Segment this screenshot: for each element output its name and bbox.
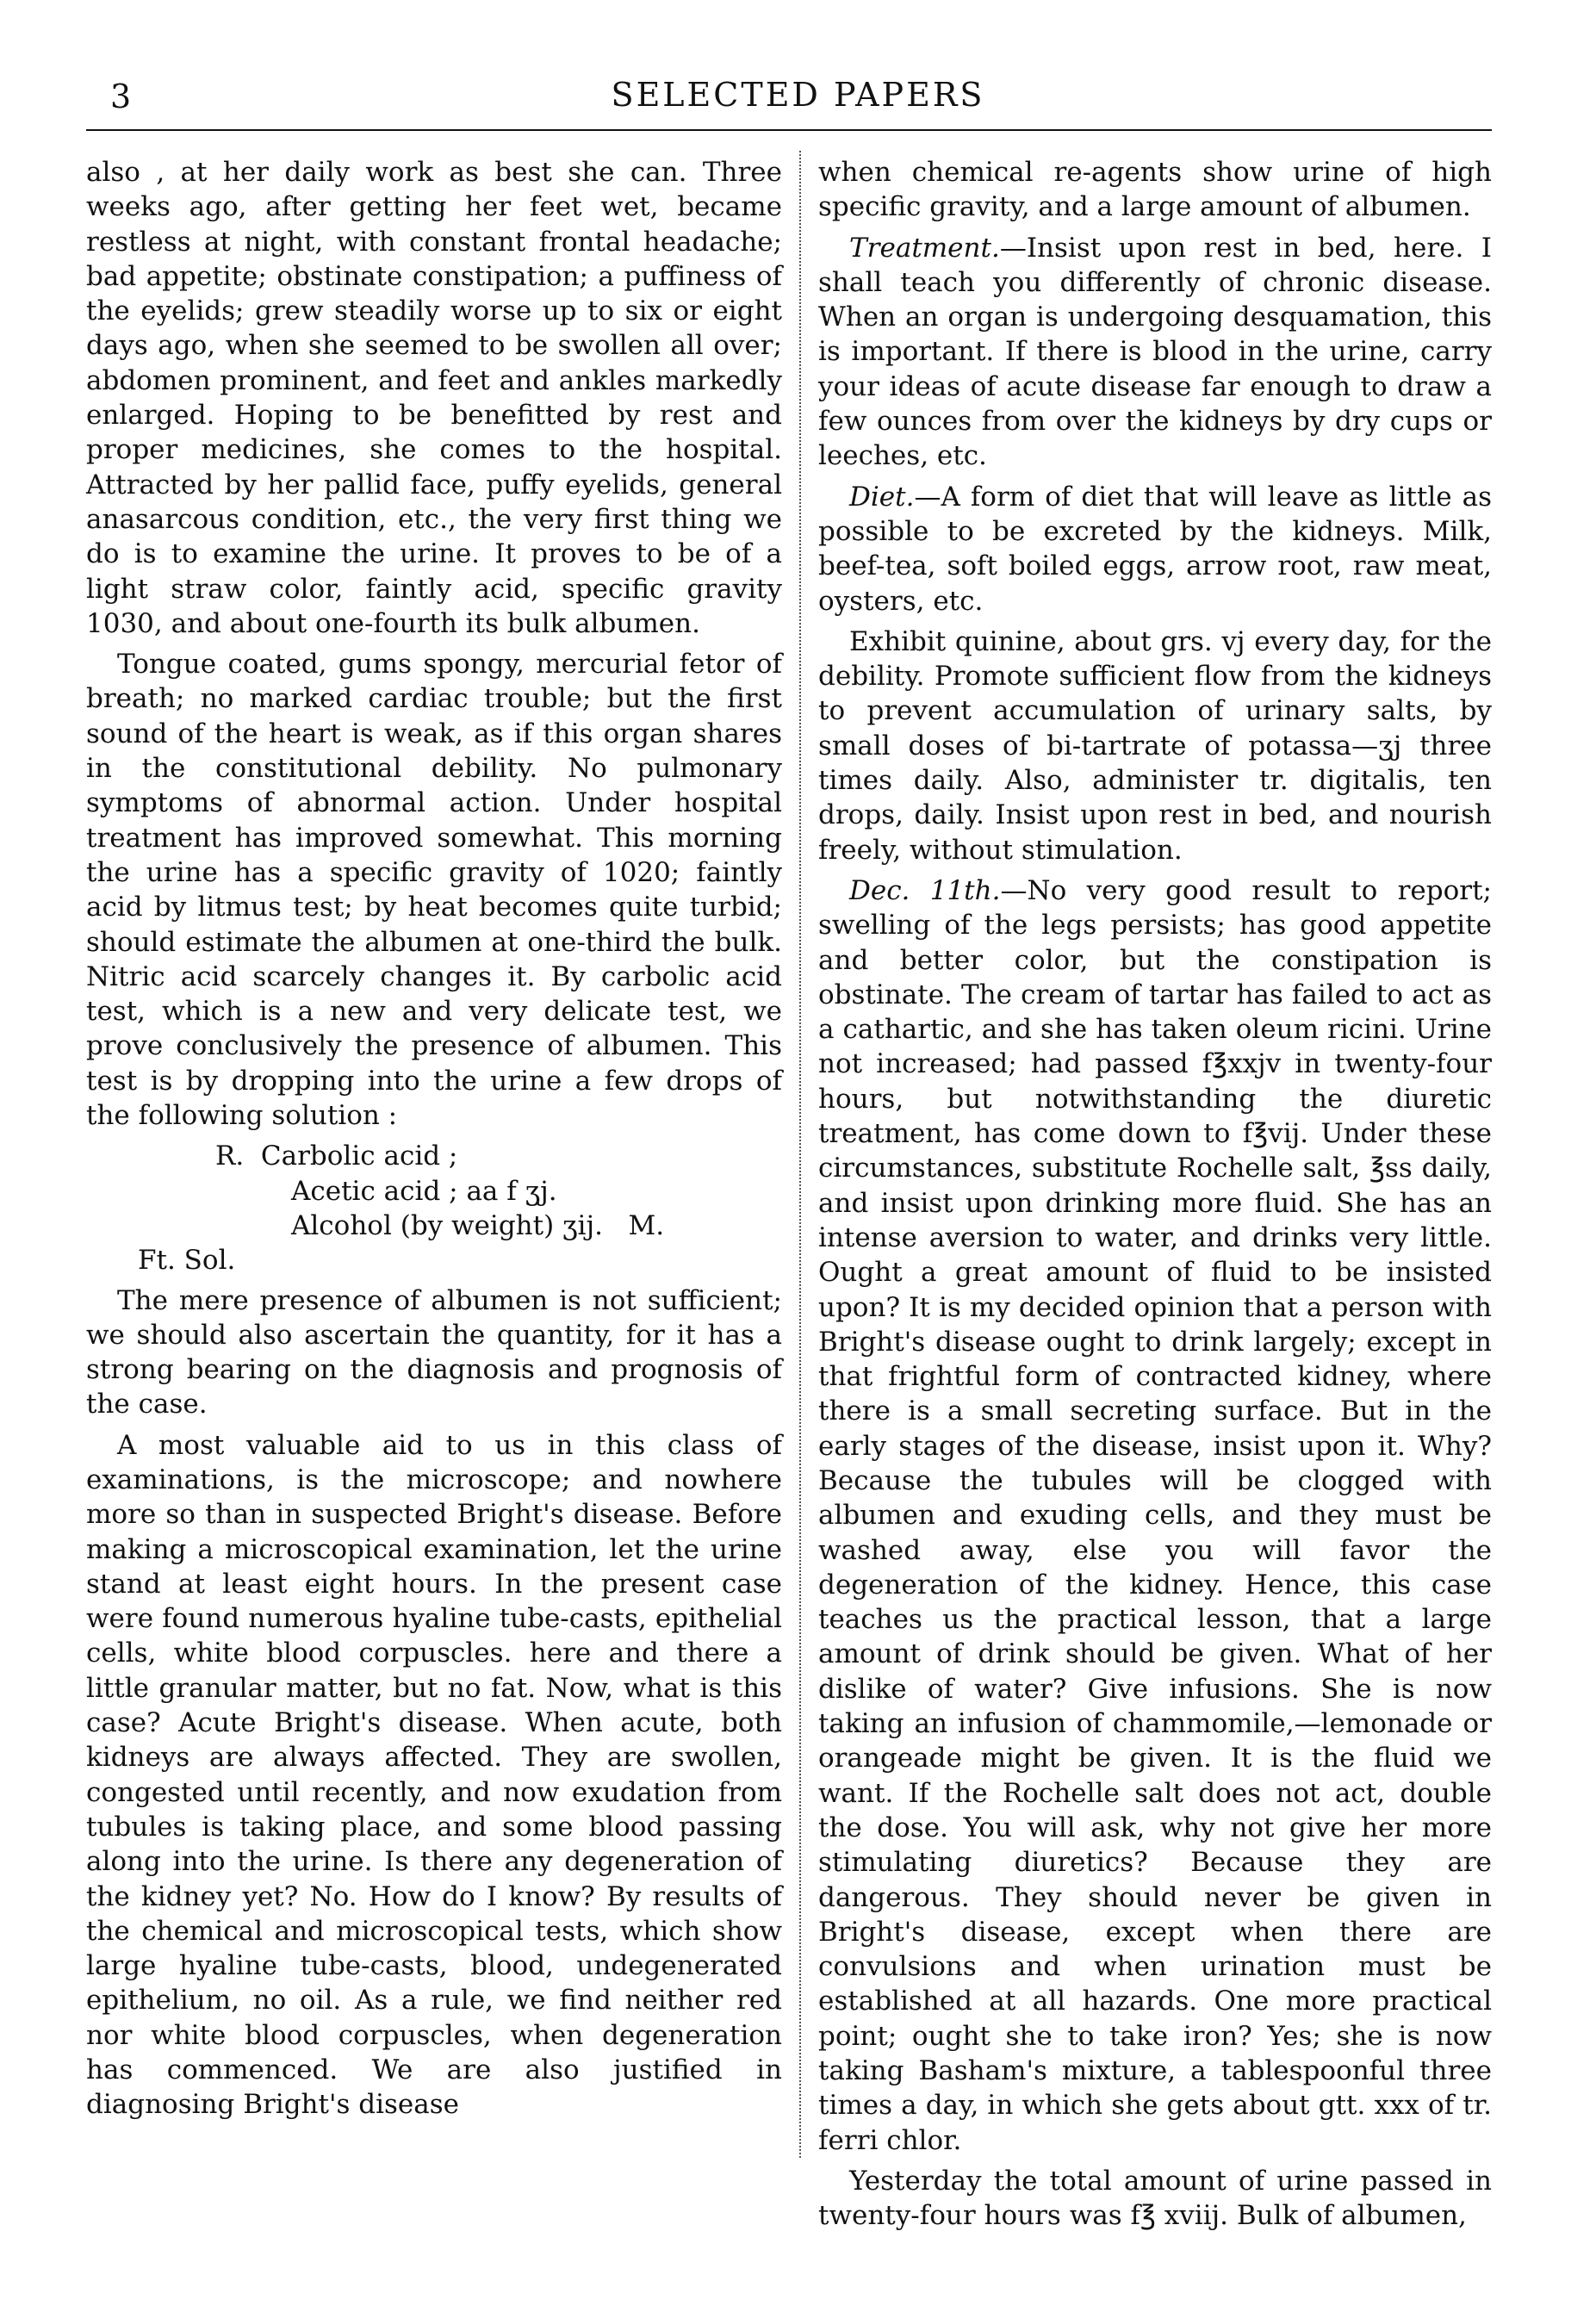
diet-text: —A form of diet that will leave as little as possible to be excreted by the kidneys. Milk, beef-tea, soft boiled eggs, arrow root, raw meat, oysters, etc.	[818, 481, 1492, 617]
right-paragraph-4: Exhibit quinine, about grs. vj every day, for the debility. Promote sufficient flow from the kidneys to prevent accumulation of urinary salts, by small doses of bi-tartrate of potassa—ʒj three times daily. Also, administer tr. digitalis, ten drops, daily. Insist upon rest in bed, and nourish freely, without stimulation.	[818, 625, 1492, 866]
prescription-line-2: Acetic acid ; aa f ʒj.	[291, 1175, 557, 1207]
left-paragraph-1: also , at her daily work as best she can. Three weeks ago, after getting her feet wet, became restless at night, with constant frontal headache; bad appetite; obstinate constipation; a puffiness of the eyelids; grew steadily worse up to six or eight days ago, when she seemed to be swollen all over; abdomen prominent, and feet and ankles markedly enlarged. Hoping to be benefitted by rest and proper medicines, she comes to the hospital. Attracted by her pallid face, puffy eyelids, general anasarcous condition, etc., the very first thing we do is to examine the urine. It proves to be of a light straw color, faintly acid, specific gravity 1030, and about one-fourth its bulk albumen.	[86, 157, 782, 639]
dec-11-heading: Dec. 11th.	[849, 874, 1001, 906]
prescription-line-4: Ft. Sol.	[138, 1245, 236, 1277]
right-paragraph-6: Yesterday the total amount of urine passed in twenty-four hours was f℥ xviij. Bulk of albumen,	[818, 2165, 1492, 2232]
column-divider	[799, 151, 801, 2158]
right-paragraph-1: when chemical re-agents show urine of high specific gravity, and a large amount of albumen.	[818, 157, 1492, 223]
left-paragraph-4: A most valuable aid to us in this class of examinations, is the microscope; and nowhere more so than in suspected Bright's disease. Before making a microscopical examination, let the urine stand at least eight hours. In the present case were found numerous hyaline tube-casts, epithelial cells, white blood corpuscles. here and there a little granular matter, but no fat. Now, what is this case? Acute Bright's disease. When acute, both kidneys are always affected. They are swollen, congested until recently, and now exudation from tubules is taking place, and some blood passing along into the urine. Is there any degeneration of the kidney yet? No. How do I know? By results of the chemical and microscopical tests, which show large hyaline tube-casts, blood, undegenerated epithelium, no oil. As a rule, we find neither red nor white blood corpuscles, when degeneration has commenced. We are also justified in diagnosing Bright's disease	[86, 1429, 782, 2121]
running-head: SELECTED PAPERS	[611, 76, 985, 114]
diet-paragraph	[818, 480, 1492, 618]
treatment-paragraph	[818, 231, 1492, 474]
right-column	[818, 155, 1492, 2240]
treatment-text: —Insist upon rest in bed, here. I shall teach you differently of chronic disease. When an organ is undergoing desquamation, this is important. If there is blood in the urine, carry your ideas of acute disease far enough to draw a few ounces from over the kidneys by dry cups or leeches, etc.	[818, 232, 1492, 472]
header-rule	[86, 129, 1492, 131]
left-paragraph-3: The mere presence of albumen is not sufficient; we should also ascertain the quantity, for it has a strong bearing on the diagnosis and prognosis of the case.	[86, 1284, 782, 1420]
dec-11-text: —No very good result to report; swelling of the legs persists; has good appetite and better color, but the constipation is obstinate. The cream of tartar has failed to act as a cathartic, and she has taken oleum ricini. Urine not increased; had passed f℥xxjv in twenty-four hours, but notwithstanding the diuretic treatment, has come down to f℥vij. Under these circumstances, substitute Rochelle salt, ℥ss daily, and insist upon drinking more fluid. She has an intense aversion to water, and drinks very little. Ought a great amount of fluid to be insisted upon? It is my decided opinion that a person with Bright's disease ought to drink largely; except in that frightful form of contracted kidney, where there is a small secreting surface. But in the early stages of the disease, insist upon it. Why? Because the tubules will be clogged with albumen and exuding cells, and they must be washed away, else you will favor the degeneration of the kidney. Hence, this case teaches us the practical lesson, that a large amount of drink should be given. What of her dislike of water? Give infusions. She is now taking an infusion of chammomile,—lemonade or orangeade might be given. It is the fluid we want. If the Rochelle salt does not act, double the dose. You will ask, why not give her more stimulating diuretics? Because they are dangerous. They should never be given in Bright's disease, except when there are convulsions and when urination must be established at all hazards. One more practical point; ought she to take iron? Yes; she is now taking Basham's mixture, a tablespoonful three times a day, in which she gets about gtt. xxx of tr. ferri chlor.	[818, 874, 1492, 2156]
dec-11-paragraph	[818, 873, 1492, 2158]
left-column	[86, 155, 782, 2129]
treatment-heading: Treatment.	[849, 232, 1000, 264]
left-paragraph-2: Tongue coated, gums spongy, mercurial fetor of breath; no marked cardiac trouble; but the first sound of the heart is weak, as if this organ shares in the constitutional debility. No pulmonary symptoms of abnormal action. Under hospital treatment has improved somewhat. This morning the urine has a specific gravity of 1020; faintly acid by litmus test; by heat becomes quite turbid; should estimate the albumen at one-third the bulk. Nitric acid scarcely changes it. By carbolic acid test, which is a new and very delicate test, we prove conclusively the presence of albumen. This test is by dropping into the urine a few drops of the following solution :	[86, 649, 782, 1132]
page-number: 3	[110, 78, 132, 115]
prescription-line-3: Alcohol (by weight) ʒij. M.	[291, 1209, 665, 1241]
prescription	[86, 1139, 782, 1277]
prescription-line-1: R. Carbolic acid ;	[215, 1140, 458, 1172]
diet-heading: Diet.	[849, 481, 915, 513]
